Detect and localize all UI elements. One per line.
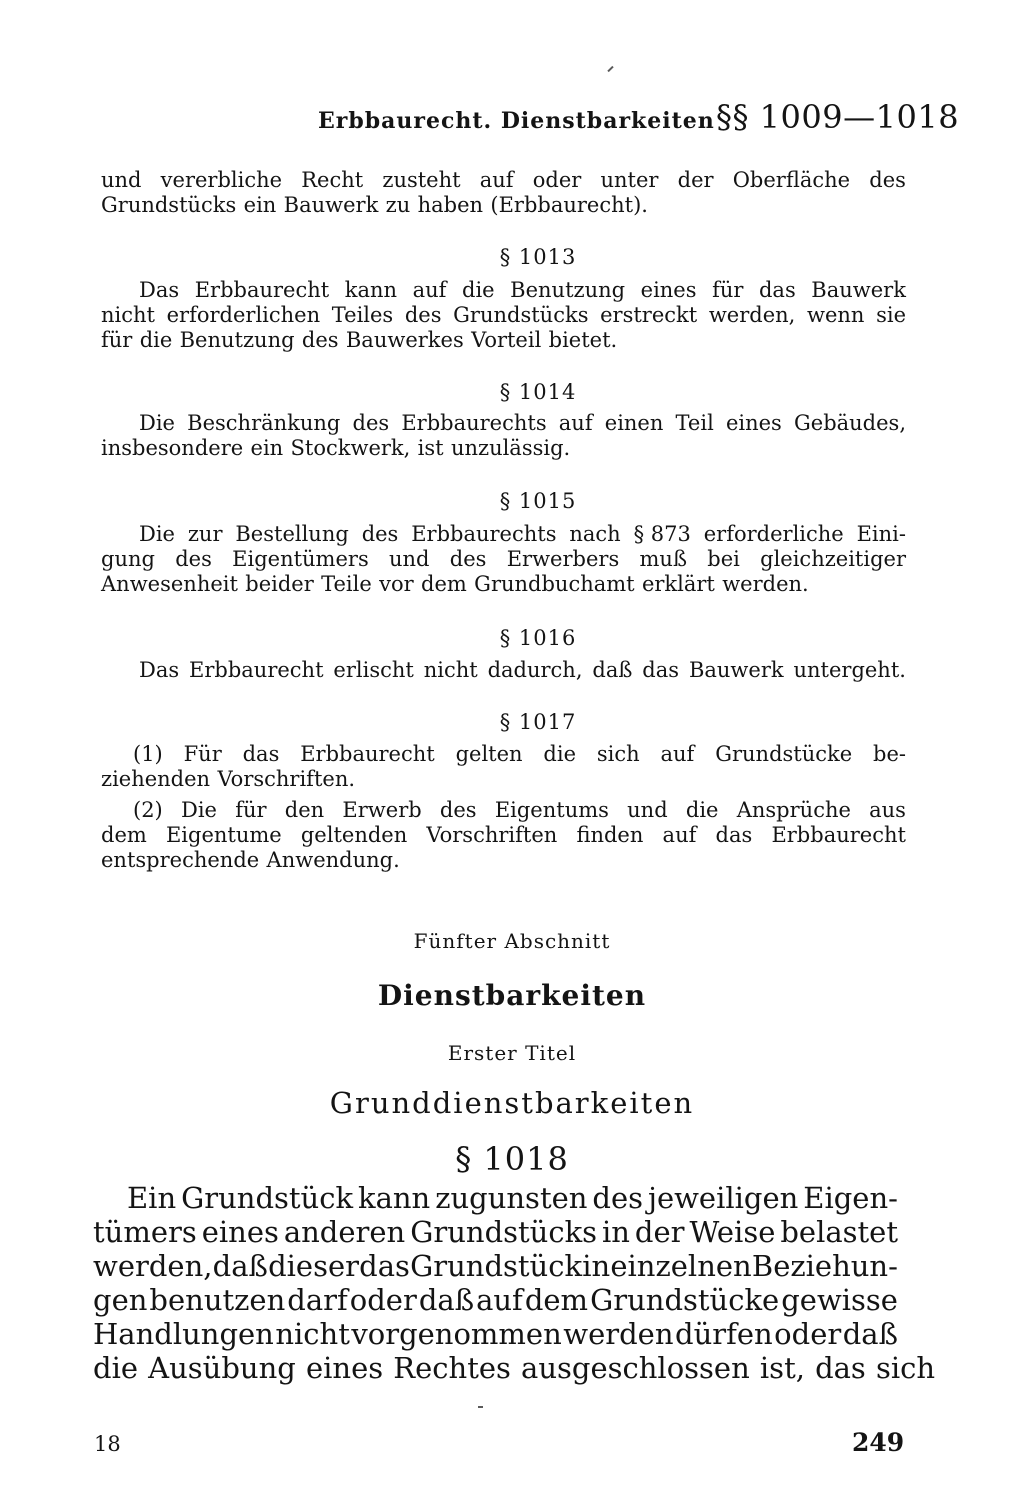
word: Grundstücks	[101, 193, 237, 217]
word: erstreckt	[600, 303, 698, 327]
word: Erbbaurecht	[194, 278, 330, 302]
word: des	[301, 328, 339, 352]
word: nicht	[101, 303, 155, 327]
scan-mark	[607, 66, 613, 72]
title-name: Grunddienstbarkeiten	[329, 1086, 695, 1120]
word: Teile	[321, 572, 372, 596]
word: Grundstücke	[590, 1283, 780, 1317]
word: auf	[412, 278, 447, 302]
text-line	[101, 658, 906, 683]
scan-mark	[478, 1406, 483, 1408]
word: des	[869, 168, 906, 192]
word: be-	[873, 742, 906, 766]
text-line	[93, 1181, 898, 1215]
word: Benutzung	[510, 278, 626, 302]
word: daß	[212, 1249, 268, 1283]
intro-paragraph	[101, 168, 906, 218]
text-line	[93, 1351, 936, 1385]
word: einzelnen	[610, 1249, 752, 1283]
word: unzulässig.	[450, 436, 571, 460]
text-line	[101, 547, 906, 572]
word: und	[627, 798, 668, 822]
text-line	[101, 823, 906, 848]
text-line	[101, 522, 906, 547]
word: Ansprüche	[736, 798, 851, 822]
word: die	[685, 798, 719, 822]
word: auf	[479, 168, 514, 192]
word: Grundstücks	[410, 1215, 598, 1249]
word: in	[582, 1249, 611, 1283]
running-header-section-range: §§ 1009—1018	[716, 98, 960, 136]
word: eines	[725, 411, 782, 435]
word: Grundstück	[410, 1249, 583, 1283]
word: bei	[707, 547, 740, 571]
word: Eigentume	[165, 823, 282, 847]
word: Für	[183, 742, 222, 766]
word: Grundstück	[181, 1181, 354, 1215]
word: vor	[379, 572, 414, 596]
word: Die	[180, 798, 217, 822]
word: Anwendung.	[266, 848, 400, 872]
section-1013-text	[101, 278, 906, 353]
page-number: 249	[852, 1428, 905, 1457]
word: des	[352, 411, 390, 435]
section-heading-1018: § 1018	[455, 1140, 569, 1178]
word: des	[404, 303, 442, 327]
word: werden,	[93, 1249, 213, 1283]
word: oder	[349, 1283, 417, 1317]
text-line	[101, 411, 906, 436]
word: des	[361, 522, 399, 546]
word: des	[592, 1181, 643, 1215]
word: Grundstücks	[453, 303, 589, 327]
word: auf	[662, 823, 697, 847]
word: sich	[875, 1351, 936, 1385]
word: Erbbaurechts	[411, 522, 557, 546]
word: insbesondere	[101, 436, 244, 460]
section-heading-1016: § 1016	[499, 626, 577, 650]
word: nach	[569, 522, 621, 546]
word: Bauwerkes	[345, 328, 464, 352]
word: werden,	[708, 303, 796, 327]
word: ist,	[759, 1351, 805, 1385]
text-line	[101, 303, 906, 328]
word: des	[449, 547, 487, 571]
text-line	[93, 1283, 898, 1317]
word: Teil	[675, 411, 714, 435]
word: in	[602, 1215, 630, 1249]
word: Oberfläche	[732, 168, 851, 192]
word: (1)	[133, 742, 163, 766]
word: für	[712, 278, 744, 302]
word: Grundstücke	[715, 742, 853, 766]
text-line	[93, 1249, 898, 1283]
word: das	[642, 658, 680, 682]
word: Vorteil	[471, 328, 542, 352]
word: dem	[421, 572, 467, 596]
word: Anwesenheit	[101, 572, 238, 596]
word: den	[284, 798, 325, 822]
word: Gebäudes,	[793, 411, 906, 435]
word: oder	[532, 168, 582, 192]
word: die	[93, 1351, 139, 1385]
text-line	[93, 1317, 898, 1351]
word: daß	[842, 1317, 898, 1351]
word: daß	[418, 1283, 475, 1317]
word: erklärt	[641, 572, 715, 596]
word: nicht	[423, 658, 478, 682]
word: dürfen	[675, 1317, 773, 1351]
word: Das	[139, 658, 180, 682]
word: erforderliche	[703, 522, 844, 546]
word: das	[359, 1249, 410, 1283]
word: beider	[245, 572, 314, 596]
section-heading-1017: § 1017	[499, 710, 577, 734]
text-line	[101, 436, 906, 461]
word: Erwerbers	[506, 547, 620, 571]
word: Vorschriften.	[217, 767, 356, 791]
word: kann	[344, 278, 398, 302]
running-header-title: Erbbaurecht. Dienstbarkeiten	[318, 108, 715, 134]
word: haben	[417, 193, 484, 217]
word: belastet	[780, 1215, 898, 1249]
section-1016-text	[101, 658, 906, 683]
word: Erbbaurechts	[401, 411, 547, 435]
word: muß	[639, 547, 687, 571]
word: Bauwerk	[688, 658, 784, 682]
word: Eini-	[856, 522, 906, 546]
word: des	[439, 798, 477, 822]
word: Beziehun-	[751, 1249, 898, 1283]
text-line	[101, 168, 906, 193]
word: erforderlichen	[166, 303, 321, 327]
word: oder	[774, 1317, 842, 1351]
word: Eigentümers	[232, 547, 369, 571]
word: das	[758, 278, 796, 302]
word: bietet.	[548, 328, 618, 352]
word: § 873	[633, 522, 691, 546]
word: Erwerb	[342, 798, 422, 822]
word: dem	[101, 823, 147, 847]
text-line	[101, 742, 906, 767]
word: die	[139, 328, 173, 352]
word: die	[462, 278, 495, 302]
word: Vorschriften	[426, 823, 558, 847]
section-1017-paragraph-2	[101, 798, 906, 873]
word: für	[235, 798, 267, 822]
word: die	[543, 742, 577, 766]
text-line	[101, 193, 906, 218]
word: sie	[876, 303, 906, 327]
word: zusteht	[382, 168, 461, 192]
word: Weise	[689, 1215, 776, 1249]
section-1018-text	[93, 1181, 936, 1385]
word: Ausübung	[148, 1351, 296, 1385]
word: gleichzeitiger	[760, 547, 906, 571]
word: der	[677, 168, 714, 192]
section-1015-text	[101, 522, 906, 597]
word: Grundbuchamt	[474, 572, 635, 596]
word: auf	[660, 742, 695, 766]
text-line	[101, 278, 906, 303]
word: eines	[201, 1215, 279, 1249]
word: Eigentums	[494, 798, 609, 822]
word: ziehenden	[101, 767, 211, 791]
word: dadurch,	[487, 658, 583, 682]
word: eines	[640, 278, 697, 302]
section-1014-text	[101, 411, 906, 461]
word: das	[815, 1351, 866, 1385]
word: nicht	[275, 1317, 350, 1351]
word: Stockwerk,	[290, 436, 411, 460]
word: daß	[592, 658, 633, 682]
word: kann	[358, 1181, 431, 1215]
text-line	[101, 767, 906, 792]
word: Die	[139, 411, 175, 435]
word: das	[715, 823, 753, 847]
word: werden	[563, 1317, 674, 1351]
word: Die	[139, 522, 175, 546]
word: gelten	[455, 742, 523, 766]
word: einen	[604, 411, 664, 435]
word: geltenden	[300, 823, 408, 847]
text-line	[101, 798, 906, 823]
word: Eigen-	[803, 1181, 898, 1215]
word: gung	[101, 547, 155, 571]
word: tümers	[93, 1215, 197, 1249]
text-line	[101, 848, 906, 873]
word: gewisse	[781, 1283, 898, 1317]
word: und	[389, 547, 430, 571]
word: untergeht.	[793, 658, 906, 682]
word: (2)	[133, 798, 163, 822]
word: (Erbbaurecht).	[490, 193, 648, 217]
word: Das	[139, 278, 180, 302]
word: vorgenommen	[351, 1317, 562, 1351]
section-heading-1015: § 1015	[499, 489, 577, 513]
text-line	[93, 1215, 898, 1249]
word: anderen	[283, 1215, 406, 1249]
word: Benutzung	[179, 328, 295, 352]
word: erlischt	[333, 658, 414, 682]
word: des	[175, 547, 212, 571]
word: zu	[385, 193, 411, 217]
word: ein	[250, 436, 284, 460]
word: ein	[243, 193, 277, 217]
word: Bestellung	[235, 522, 349, 546]
word: vererbliche	[160, 168, 283, 192]
word: Erbbaurecht	[300, 742, 435, 766]
division-title: Dienstbarkeiten	[377, 979, 647, 1012]
section-1017-paragraph-1	[101, 742, 906, 792]
word: dem	[524, 1283, 589, 1317]
division-label: Fünfter Abschnitt	[413, 929, 611, 953]
word: zugunsten	[435, 1181, 588, 1215]
word: das	[242, 742, 280, 766]
word: entsprechende	[101, 848, 260, 872]
word: dieser	[268, 1249, 359, 1283]
printer-signature-mark: 18	[94, 1432, 121, 1456]
word: Erbbaurecht	[771, 823, 906, 847]
word: werden.	[722, 572, 809, 596]
word: sich	[596, 742, 640, 766]
word: Bauwerk	[283, 193, 379, 217]
word: jeweiligen	[647, 1181, 799, 1215]
word: auf	[558, 411, 593, 435]
section-heading-1013: § 1013	[499, 245, 577, 269]
word: Recht	[301, 168, 364, 192]
word: unter	[600, 168, 659, 192]
word: Bauwerk	[811, 278, 906, 302]
word: darf	[287, 1283, 348, 1317]
word: aus	[869, 798, 906, 822]
word: Rechtes	[393, 1351, 511, 1385]
title-label: Erster Titel	[447, 1041, 577, 1065]
word: der	[634, 1215, 685, 1249]
word: und	[101, 168, 142, 192]
word: für	[101, 328, 133, 352]
word: Erbbaurecht	[189, 658, 324, 682]
word: finden	[576, 823, 644, 847]
text-line	[101, 328, 906, 353]
word: ausgeschlossen	[521, 1351, 750, 1385]
word: gen	[93, 1283, 148, 1317]
word: eines	[305, 1351, 384, 1385]
word: zur	[187, 522, 223, 546]
word: Ein	[127, 1181, 177, 1215]
word: wenn	[806, 303, 865, 327]
text-line	[101, 572, 906, 597]
word: benutzen	[149, 1283, 286, 1317]
word: auf	[476, 1283, 523, 1317]
word: ist	[417, 436, 444, 460]
word: Teiles	[331, 303, 394, 327]
word: Handlungen	[93, 1317, 274, 1351]
section-heading-1014: § 1014	[499, 380, 577, 404]
word: Beschränkung	[187, 411, 341, 435]
